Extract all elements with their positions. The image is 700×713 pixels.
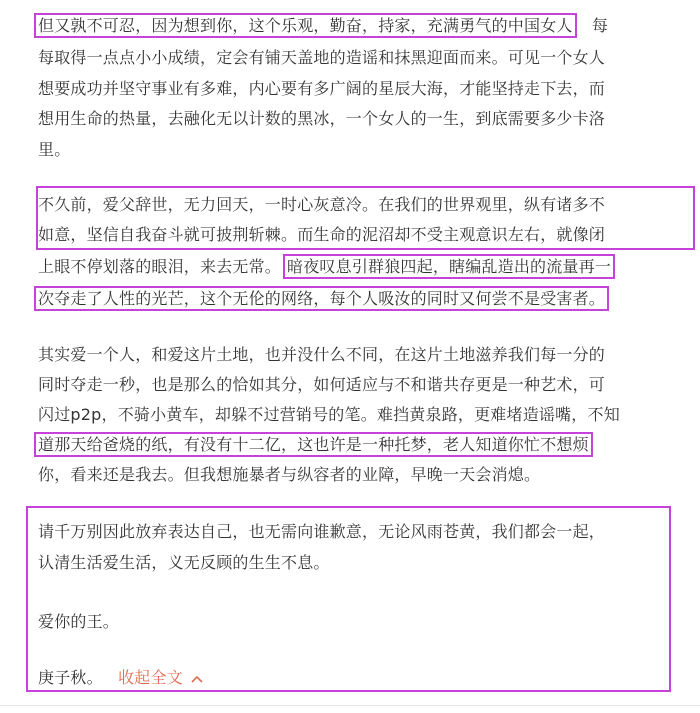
para1-line3: 想要成功并坚守事业有多难，内心要有多广阔的星辰大海，才能坚持走下去，而 [38, 79, 606, 98]
highlight-box-4: 次夺走了人性的光芒，这个无伦的网络，每个人吸汝的同时又何尝不是受害者。 [34, 286, 609, 311]
para2-line3 [38, 252, 611, 282]
highlight-box-3: 暗夜叹息引群狼四起，瞎编乱造出的流量再一 [283, 254, 615, 279]
highlight-box-1: 但又孰不可忍，因为想到你，这个乐观，勤奋，持家，充满勇气的中国女人 [34, 13, 577, 38]
para3-line3: 闪过p2p，不骑小黄车，却躲不过营销号的笔。难挡黄泉路，更难堵造谣嘴，不知 [38, 405, 620, 424]
bottom-divider [0, 705, 700, 706]
para1-line2: 每取得一点点小小成绩，定会有铺天盖地的造谣和抹黑迎面而来。可见一个女人 [38, 48, 606, 67]
para2-line1: 不久前，爱父辞世，无力回天，一时心灰意冷。在我们的世界观里，纵有诸多不 [38, 195, 606, 214]
para3-line5: 你，看来还是我去。但我想施暴者与纵容者的业障，早晚一天会消熄。 [38, 465, 541, 484]
collapse-label: 收起全文 [118, 668, 183, 687]
para1-line1 [38, 11, 608, 41]
chevron-up-icon [191, 665, 203, 695]
highlight-box-5: 道那天给爸烧的纸，有没有十二亿，这也许是一种托梦，老人知道你忙不想烦 [34, 432, 593, 457]
collapse-article-button[interactable] [118, 668, 203, 687]
para4-line3: 爱你的王。 [38, 612, 120, 631]
para4-line1: 请千万别因此放弃表达自己，也无需向谁歉意，无论风雨苍黄，我们都会一起， [38, 522, 606, 541]
para3-line2: 同时夺走一秒，也是那么的恰如其分，如何适应与不和谐共存更是一种艺术，可 [38, 375, 606, 394]
para1-line4: 想用生命的热量，去融化无以计数的黑冰，一个女人的一生，到底需要多少卡洛 [38, 109, 606, 128]
para2-line4 [38, 284, 605, 314]
para3-line1: 其实爱一个人，和爱这片土地，也并没什么不同，在这片土地滋养我们每一分的 [38, 345, 606, 364]
para2-line2: 如意，坚信自我奋斗就可披荆斩棘。而生命的泥沼却不受主观意识左右，就像闭 [38, 225, 606, 244]
para1-line5: 里。 [38, 140, 71, 159]
para2-line3-plain: 上眼不停划落的眼泪，来去无常。 [38, 257, 282, 276]
para3-line4 [38, 430, 589, 460]
signature: 庚子秋。 [38, 668, 103, 687]
para4-signature-line [38, 663, 203, 693]
para4-line2: 认清生活爱生活，义无反顾的生生不息。 [38, 553, 330, 572]
para1-line1-rest: 每 [591, 16, 609, 35]
